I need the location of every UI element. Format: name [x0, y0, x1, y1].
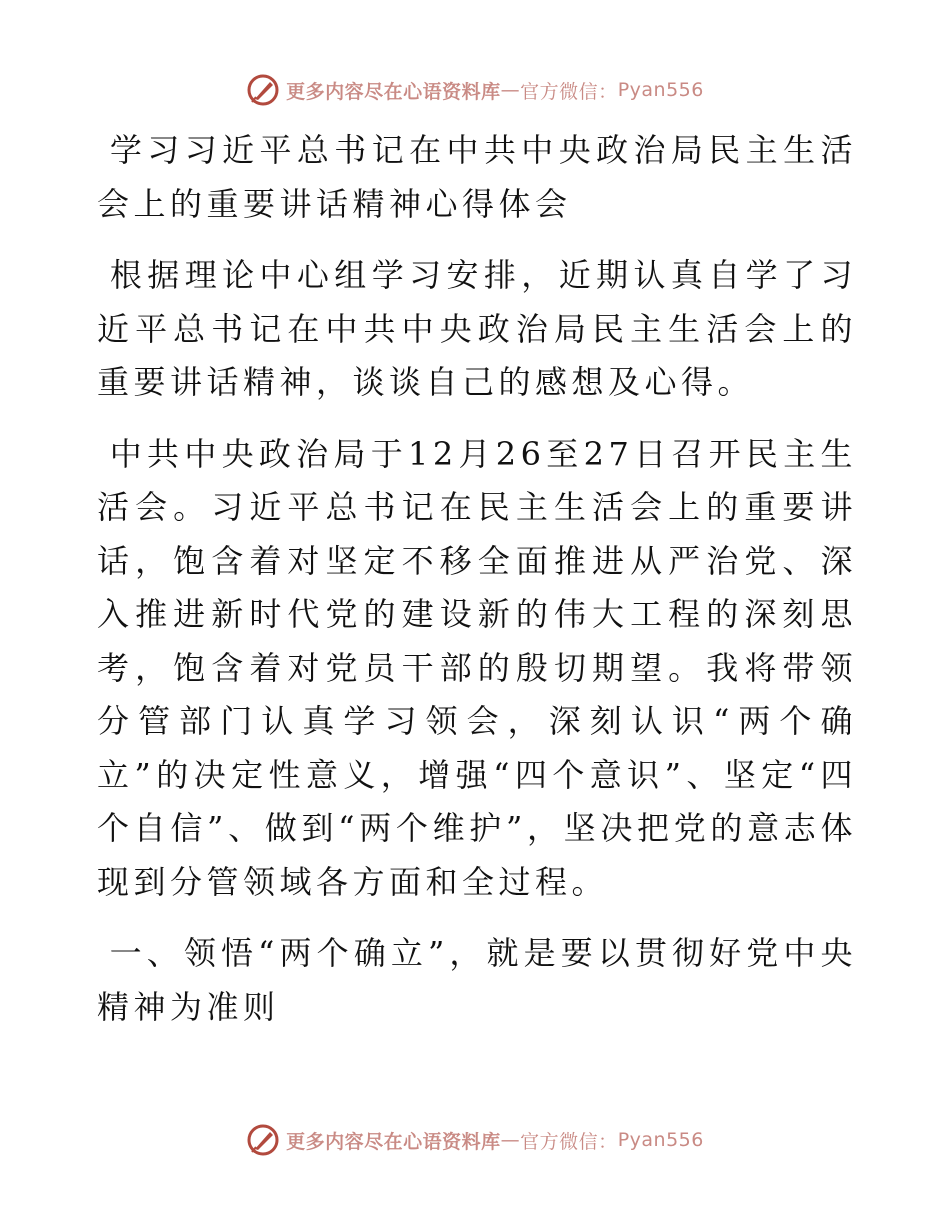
paragraph-intro: 根据理论中心组学习安排，近期认真自学了习近平总书记在中共中央政治局民主生活会上的重要讲话精神，谈谈自己的感想及心得。 — [97, 256, 857, 401]
watermark-wechat-id: Pyan556 — [617, 79, 704, 101]
watermark-dash: — — [500, 1129, 521, 1151]
paragraph-meeting: 中共中央政治局于12月26至27日召开民主生活会。习近平总书记在民主生活会上的重要讲话，饱含着对坚定不移全面推进从严治党、深入推进新时代党的建设新的伟大工程的深刻思考，饱含着对党员干部的殷切期望。我将带领分管部门认真学习领会，深刻认识“两个确立”的决定性意义，增强“四个意识”、坚定“四个自信”、做到“两个维护”，坚决把党的意志体现到分管领域各方面和全过程。 — [97, 434, 857, 901]
document-title: 学习习近平总书记在中共中央政治局民主生活会上的重要讲话精神心得体会 — [97, 131, 857, 223]
header-watermark — [0, 70, 950, 110]
watermark-dash: — — [500, 79, 521, 101]
document-body — [97, 124, 857, 1052]
watermark-wechat-label: 官方微信： — [520, 1130, 618, 1153]
watermark-text: 更多内容尽在心语资料库 — [286, 80, 501, 103]
watermark-text: 更多内容尽在心语资料库 — [286, 1130, 501, 1153]
section-heading-1: 一、领悟“两个确立”，就是要以贯彻好党中央精神为准则 — [97, 934, 857, 1026]
watermark-wechat-label: 官方微信： — [520, 80, 618, 103]
feather-pen-logo-icon — [246, 73, 280, 107]
feather-pen-logo-icon — [246, 1123, 280, 1157]
watermark-wechat-id: Pyan556 — [617, 1129, 704, 1151]
footer-watermark — [0, 1120, 950, 1160]
